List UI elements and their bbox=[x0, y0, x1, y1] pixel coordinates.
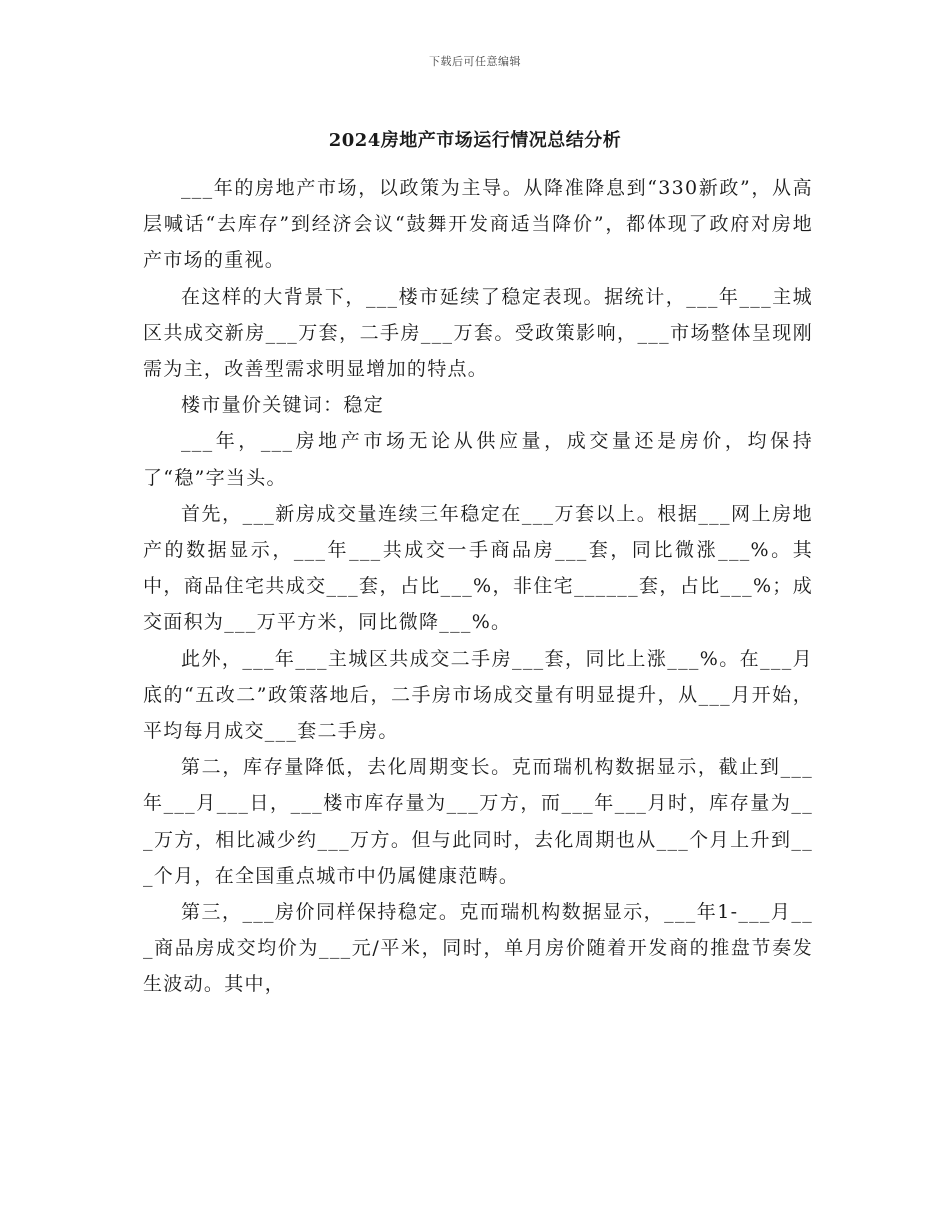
paragraph-background: 在这样的大背景下，___楼市延续了稳定表现。据统计，___年___主城区共成交新房___万套，二手房___万套。受政策影响，___市场整体呈现刚需为主，改善型需求明显增加的特点。 bbox=[143, 285, 813, 381]
document-body bbox=[143, 170, 813, 1003]
paragraph-second-hand: 此外，___年___主城区共成交二手房___套，同比上涨___%。在___月底的“五改二”政策落地后，二手房市场成交量有明显提升，从___月开始，平均每月成交___套二手房。 bbox=[143, 647, 813, 743]
paragraph-intro: ___年的房地产市场，以政策为主导。从降准降息到“330新政”，从高层喊话“去库存”到经济会议“鼓舞开发商适当降价”，都体现了政府对房地产市场的重视。 bbox=[143, 177, 813, 272]
paragraph-stable: ___年，___房地产市场无论从供应量，成交量还是房价，均保持了“稳”字当头。 bbox=[143, 430, 813, 489]
paragraph-second-inventory: 第二，库存量降低，去化周期变长。克而瑞机构数据显示，截止到___年___月___日，___楼市库存量为___万方，而___年___月时，库存量为___万方，相比减少约___万方。但与此同时，去化周期也从___个月上升到___个月，在全国重点城市中仍属健康范畴。 bbox=[143, 756, 813, 887]
page-header-note: 下载后可任意编辑 bbox=[429, 55, 521, 68]
paragraph-third-prices: 第三，___房价同样保持稳定。克而瑞机构数据显示，___年1-___月___商品房成交均价为___元/平米，同时，单月房价随着开发商的推盘节奏发生波动。其中， bbox=[143, 901, 813, 996]
paragraph-first-new-homes: 首先，___新房成交量连续三年稳定在___万套以上。根据___网上房地产的数据显示，___年___共成交一手商品房___套，同比微涨___%。其中，商品住宅共成交___套，占比___%，非住宅______套，占比___%；成交面积为___万平方米，同比微降___%。 bbox=[143, 502, 813, 634]
paragraph-keyword: 楼市量价关键词：稳定 bbox=[181, 394, 385, 417]
document-title: 2024房地产市场运行情况总结分析 bbox=[328, 130, 622, 151]
